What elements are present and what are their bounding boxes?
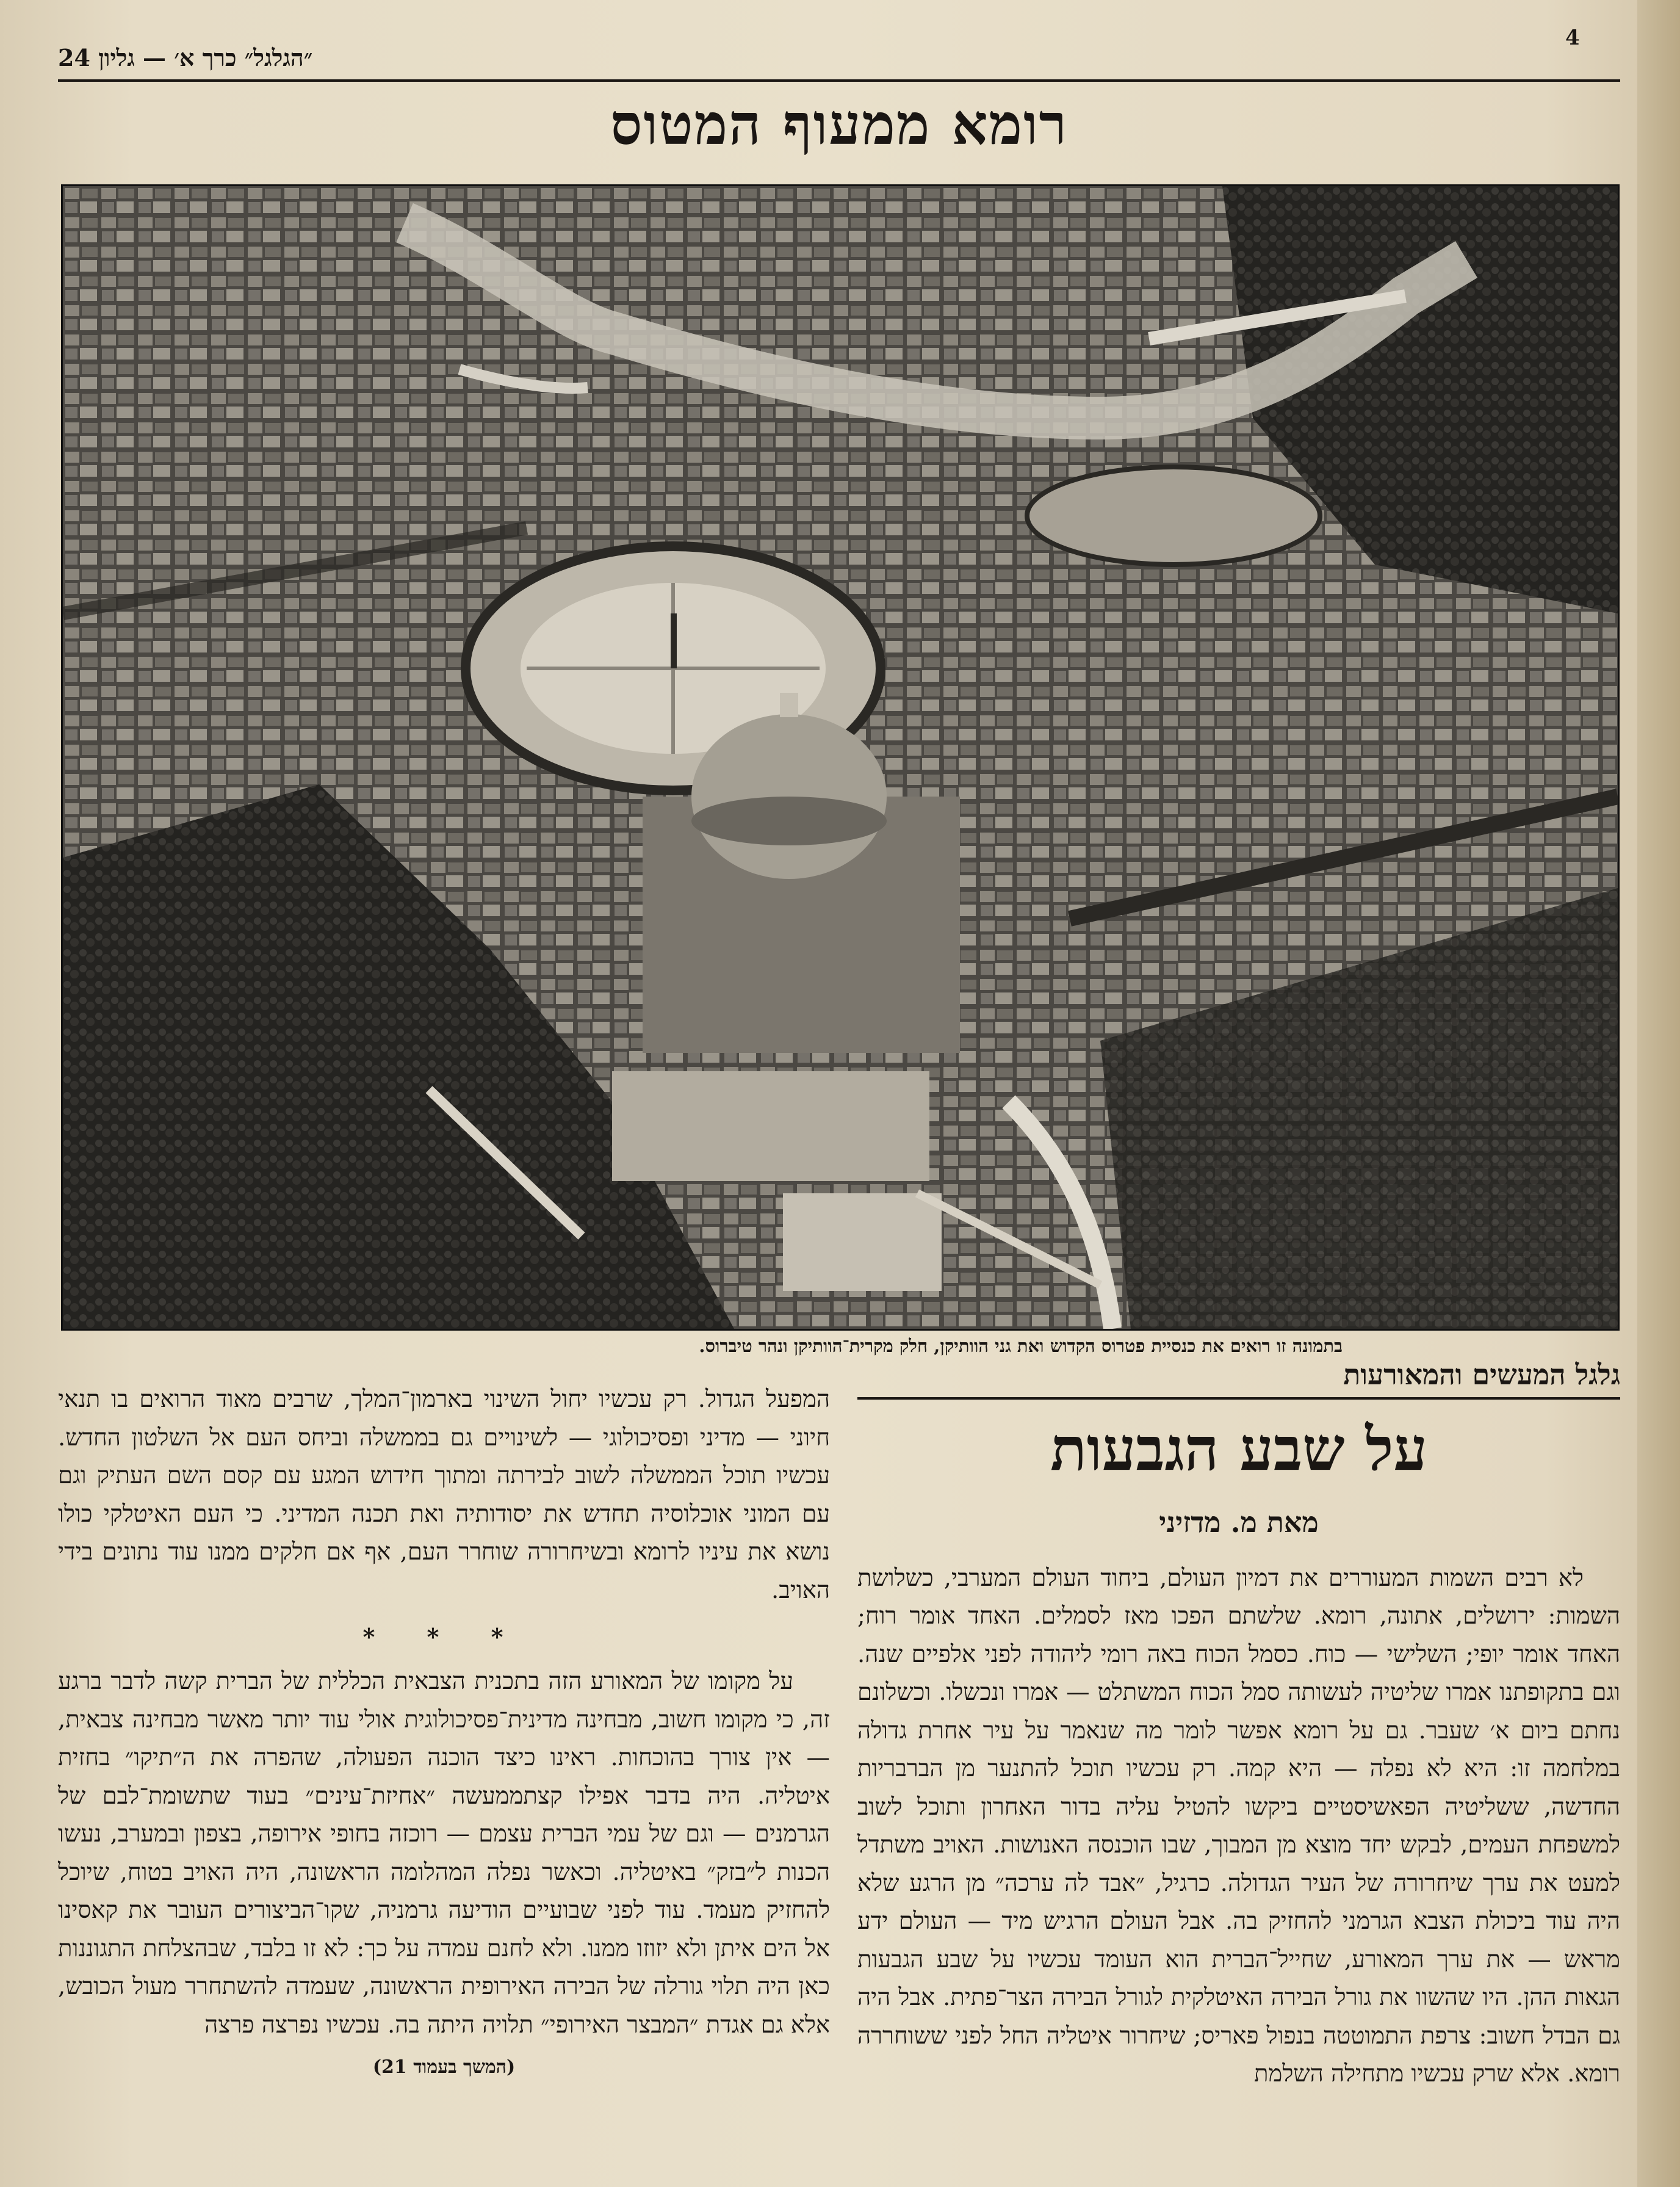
page-number: 4 (1565, 26, 1580, 50)
article-body-continued-2 (58, 1663, 830, 2044)
section-label: גלגל המעשים והמאורעות (857, 1358, 1620, 1400)
header-rule (58, 79, 1620, 82)
aerial-photo-rome (61, 184, 1620, 1331)
article-column-right (857, 1358, 1620, 2094)
article-paragraph: לא רבים השמות המעוררים את דמיון העולם, ביחוד העולם המערבי, כשלושת השמות: ירושלים, אתונה, רומא. שלשתם הפכו מאז לסמלים. האחד אומר רוח; האחד אומר יופי; השלישי — כוח. כסמל הכוח באה רומי ליהודה לפני אלפיים שנה. וגם בתקופתנו אמרו שליטיה לעשותה סמל הכוח המשתלט — אמרו ונכשלו. וכשלונם נחתם ביום א׳ שעבר. גם על רומא אפשר לומר מה שנאמר על עיר אחרת גדולה במלחמה זו: היא לא נפלה — היא קמה. רק עכשיו תוכל להתנער מן הברבריות החדשה, ששליטיה הפאשיסטיים ביקשו להטיל עליה בדור האחרון ותוכל לשוב למשפחת העמים, לבקש יחד מוצא מן המבוך, שבו הוכנסה האנושות. האויב משתדל למעט את ערך שיחרורה של העיר הגדולה. כרגיל, ״אבד לה ערכה״ מן הרגע שלא היה עוד ביכולת הצבא הגרמני להחזיק בה. אבל העולם הרגיש מיד — העולם ידע מראש — את ערך המאורע, שחייל־הברית הוא העומד עכשיו על שבע הגבעות הגאות ההן. היו שהשוו את גורל הבירה האיטלקית לגורל הבירה הצר־פתית. אבל היה גם הבדל חשוב: צרפת התמוטטה בנפול פאריס; שיחרור איטליה החל לפני ששוחררה רומא. אלא שרק עכשיו מתחילה השלמת (857, 1564, 1620, 2088)
article-body-continued (58, 1381, 830, 1610)
section-separator: * * * (362, 1623, 525, 1650)
running-header: ״הגלגל״ כרך א׳ — גליון 24 (58, 44, 313, 71)
photo-caption: בתמונה זו רואים את כנסיית פטרוס הקדוש ואת גני הוותיקן, חלק מקרית־הוותיקן ונהר טיברוס. (699, 1336, 1343, 1356)
continued-note: (המשך בעמוד 21) (372, 2056, 516, 2078)
page-title: רומא ממעוף המטוס (610, 92, 1068, 157)
article-column-left (58, 1381, 830, 2078)
article-paragraph: המפעל הגדול. רק עכשיו יחול השינוי בארמון־המלך, שרבים מאוד הרואים בו תנאי חיוני — מדיני ופסיכולוגי — לשינויים גם בממשלה וביחס העם אל השלטון החדש. עכשיו תוכל הממשלה לשוב לבירתה ומתוך חידוש המגע עם קסם השם העתיק וגם עם המוני אוכלוסיה תחדש את יסודותיה ואת תכנה המדיני. כי העם האיטלקי כולו נושא את עיניו לרומא ובשיחרורה שוחרר העם, אף אם חלקים ממנו עוד נתונים בידי האויב. (58, 1386, 830, 1604)
article-title: על שבע הגבעות (1050, 1414, 1427, 1484)
article-paragraph: על מקומו של המאורע הזה בתכנית הצבאית הכללית של הברית קשה לדבר ברגע זה, כי מקומו חשוב, מבחינה מדינית־פסיכולוגית אולי עוד יותר מאשר מבחינה צבאית, — אין צורך בהוכחות. ראינו כיצד הוכנה הפעולה, שהפרה את ה״תיקו״ בחזית איטליה. היה בדבר אפילו קצתממעשה ״אחיזת־עינים״ בעוד שתשומת־לבם של הגרמנים — וגם של עמי הברית עצמם — רוכזה בחופי אירופה, בצפון ובמערב, נעשו הכנות ל״בזק״ באיטליה. וכאשר נפלה המהלומה הראשונה, היה האויב בטוח, שיוכל להחזיק מעמד. עוד לפני שבועיים הודיעה גרמניה, שקו־הביצורים העובר את קאסינו אל הים איתן ולא יזוזו ממנו. ולא לחנם עמדה על כך: לא זו בלבד, שבהצלחת התגוננות כאן היה תלוי גורלה של הבירה האירופית הראשונה, שעמדה להשתחרר מעול הכובש, אלא גם אגדת ״המבצר האירופי״ תלויה היתה בה. עכשיו נפרצה פרצה (58, 1668, 830, 2039)
article-body-start (857, 1560, 1620, 2094)
page-edge (1637, 0, 1680, 2187)
byline: מאת מ. מדזיני (1159, 1505, 1319, 1539)
